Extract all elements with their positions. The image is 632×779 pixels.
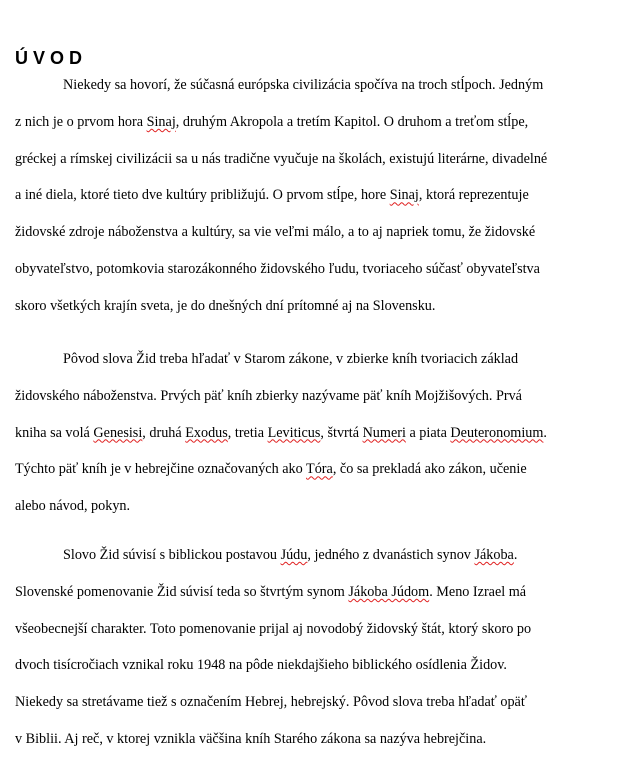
paragraph-line	[15, 424, 547, 442]
text-run: , tretia	[227, 424, 268, 441]
paragraph-line	[15, 186, 529, 204]
text-run: a piata	[405, 424, 451, 441]
paragraph-line	[15, 297, 435, 315]
text-run: z nich je o prvom hora	[15, 113, 147, 130]
spellcheck-flagged-word: Sinaj	[146, 113, 176, 130]
text-run: , druhým Akropola a tretím Kapitol. O druhom a treťom stĺpe,	[175, 113, 529, 130]
paragraph-line	[15, 223, 535, 241]
text-run: skoro všetkých krajín sveta, je do dnešných dní prítomné aj na Slovensku.	[15, 297, 436, 314]
paragraph-line	[15, 260, 540, 278]
paragraph-line	[63, 76, 543, 94]
text-run: židovského náboženstva. Prvých päť kníh zbierky nazývame päť kníh Mojžišových. Prvá	[15, 387, 522, 404]
spellcheck-flagged-word: Sinaj	[389, 187, 419, 204]
text-run: židovské zdroje náboženstva a kultúry, sa vie veľmi málo, a to aj napriek tomu, že židovské	[15, 224, 536, 241]
paragraph-line	[15, 730, 486, 748]
paragraph-line	[63, 350, 518, 368]
text-run: , štvrtá	[320, 424, 363, 441]
spellcheck-flagged-word: Leviticus	[267, 424, 321, 441]
text-run: , jedného z dvanástich synov	[307, 547, 475, 563]
text-run: Týchto päť kníh je v hebrejčine označovaných ako	[15, 461, 307, 478]
text-run: .	[543, 424, 547, 441]
text-run: Slovenské pomenovanie Žid súvisí teda so štvrtým synom	[15, 583, 349, 600]
spellcheck-flagged-word: Júdu	[280, 547, 308, 563]
text-run: gréckej a rímskej civilizácii sa u nás tradične vyučuje na školách, existujú literárne, divadelné	[15, 150, 548, 167]
text-run: . Meno Izrael má	[429, 583, 527, 600]
text-run: Pôvod slova Žid treba hľadať v Starom zákone, v zbierke kníh tvoriacich základ	[63, 351, 519, 367]
paragraph-line	[15, 113, 528, 131]
text-run: , čo sa prekladá ako zákon, učenie	[332, 461, 527, 478]
text-run: obyvateľstvo, potomkovia starozákonného židovského ľudu, tvoriaceho súčasť obyvateľstva	[15, 261, 540, 277]
text-run: v Biblii. Aj reč, v ktorej vznikla väčšina kníh Starého zákona sa nazýva hebrejčina.	[15, 731, 487, 747]
text-run: , druhá	[142, 424, 186, 441]
text-run: .	[513, 547, 518, 563]
text-run: alebo návod, pokyn.	[15, 498, 131, 515]
paragraph-line	[15, 693, 527, 711]
text-run: dvoch tisícročiach vznikal roku 1948 na pôde niekdajšieho biblického osídlenia Židov.	[15, 657, 507, 674]
paragraph-line	[15, 583, 526, 601]
spellcheck-flagged-word: Tóra	[306, 461, 333, 478]
paragraph-line	[15, 656, 507, 674]
paragraph-line	[63, 546, 517, 564]
text-run: a iné diela, ktoré tieto dve kultúry približujú. O prvom stĺpe, hore	[15, 187, 390, 204]
text-run: Niekedy sa hovorí, že súčasná európska civilizácia spočíva na troch stĺpoch. Jedným	[63, 77, 544, 93]
paragraph-line	[15, 620, 531, 638]
section-heading: Ú V O D	[15, 48, 83, 68]
spellcheck-flagged-word: Numeri	[362, 424, 406, 441]
paragraph-line	[15, 497, 130, 515]
text-run: všeobecnejší charakter. Toto pomenovanie prijal aj novodobý židovský štát, ktorý skoro po	[15, 620, 532, 637]
spellcheck-flagged-word: Jákoba	[474, 547, 514, 563]
paragraph-line	[15, 387, 522, 405]
text-run: , ktorá reprezentuje	[418, 187, 529, 204]
spellcheck-flagged-word: Jákoba Júdom	[348, 583, 430, 600]
text-run: kniha sa volá	[15, 424, 94, 441]
spellcheck-flagged-word: Deuteronomium	[450, 424, 544, 441]
paragraph-line	[15, 150, 547, 168]
spellcheck-flagged-word: Exodus	[185, 424, 228, 441]
text-run: Niekedy sa stretávame tiež s označením Hebrej, hebrejský. Pôvod slova treba hľadať opäť	[15, 694, 527, 711]
spellcheck-flagged-word: Genesisi	[93, 424, 143, 441]
text-run: Slovo Žid súvisí s biblickou postavou	[63, 547, 281, 563]
paragraph-line	[15, 460, 527, 478]
